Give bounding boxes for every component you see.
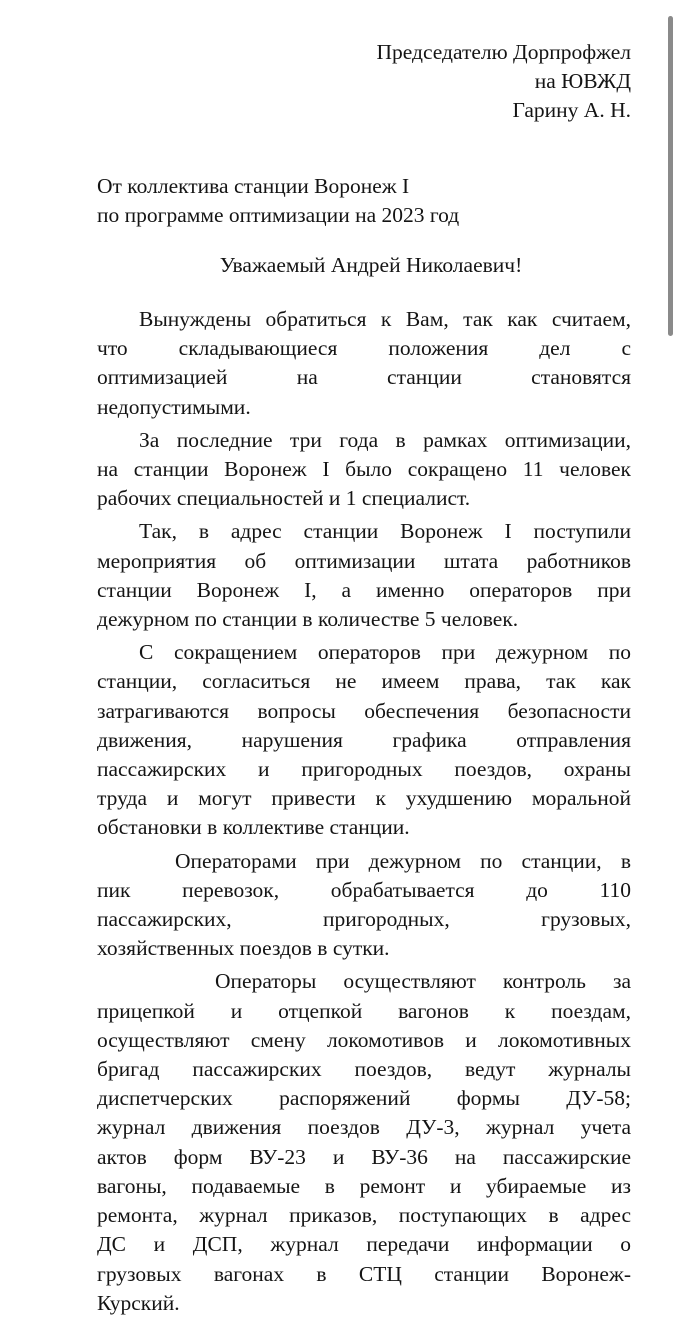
addressee-line: на ЮВЖД (534, 69, 631, 93)
paragraph-line: мероприятия об оптимизации штата работников (97, 548, 631, 573)
paragraph-line: пик перевозок, обрабатывается до 110 (97, 877, 631, 902)
sender-block (97, 172, 459, 230)
paragraph (97, 426, 631, 514)
paragraph (97, 305, 631, 422)
paragraph-line: что складывающиеся положения дел с (97, 336, 631, 361)
paragraph-line: движения, нарушения графика отправления (97, 727, 631, 752)
paragraph-line: Операторами при дежурном по станции, в (175, 848, 631, 873)
sender-line: От коллектива станции Воронеж I (97, 174, 410, 198)
letter-body (97, 305, 631, 1318)
paragraph-line: труда и могут привести к ухудшению моральной (97, 786, 631, 811)
paragraph-line: бригад пассажирских поездов, ведут журналы (97, 1057, 631, 1082)
paragraph-line: рабочих специальностей и 1 специалист. (97, 486, 471, 511)
addressee-line: Председателю Дорпрофжел (376, 40, 631, 64)
paragraph-line: Курский. (97, 1290, 180, 1315)
paragraph-line: обстановки в коллективе станции. (97, 815, 410, 840)
paragraph-line: Вынуждены обратиться к Вам, так как считаем, (139, 307, 631, 331)
paragraph-line: ремонта, журнал приказов, поступающих в адрес (97, 1203, 631, 1228)
paragraph-line: ДС и ДСП, журнал передачи информации о (97, 1232, 631, 1257)
vertical-scrollbar[interactable] (668, 16, 673, 336)
paragraph-line: Операторы осуществляют контроль за (215, 969, 631, 994)
paragraph-line: прицепкой и отцепкой вагонов к поездам, (97, 998, 631, 1023)
paragraph-line: дежурном по станции в количестве 5 человек. (97, 607, 519, 632)
sender-line: по программе оптимизации на 2023 год (97, 203, 460, 227)
paragraph-line: хозяйственных поездов в сутки. (97, 936, 390, 961)
paragraph (97, 517, 631, 634)
paragraph-line: станции, согласиться не имеем права, так как (97, 669, 631, 694)
paragraph-line: грузовых вагонах в СТЦ станции Воронеж- (97, 1261, 631, 1286)
paragraph-line: станции Воронеж I, а именно операторов при (97, 577, 631, 602)
paragraph-line: вагоны, подаваемые в ремонт и убираемые из (97, 1173, 631, 1198)
paragraph-line: затрагиваются вопросы обеспечения безопасности (97, 698, 631, 723)
paragraph (97, 967, 631, 1317)
paragraph-line: пассажирских и пригородных поездов, охраны (97, 757, 631, 782)
paragraph-line: недопустимыми. (97, 394, 251, 419)
paragraph-line: журнал движения поездов ДУ-3, журнал учета (97, 1115, 631, 1140)
paragraph (97, 638, 631, 842)
salutation: Уважаемый Андрей Николаевич! (219, 253, 523, 277)
paragraph-line: актов форм ВУ-23 и ВУ-36 на пассажирские (97, 1144, 631, 1169)
paragraph-line: оптимизацией на станции становятся (97, 365, 631, 390)
paragraph-line: осуществляют смену локомотивов и локомотивных (97, 1027, 631, 1052)
paragraph-line: пассажирских, пригородных, грузовых, (97, 907, 631, 932)
paragraph-line: диспетчерских распоряжений формы ДУ-58; (97, 1086, 631, 1111)
paragraph-line: За последние три года в рамках оптимизации, (139, 427, 631, 452)
paragraph (97, 847, 631, 964)
paragraph-line: на станции Воронеж I было сокращено 11 человек (97, 457, 631, 482)
addressee-line: Гарину А. Н. (512, 98, 631, 122)
paragraph-line: С сокращением операторов при дежурном по (139, 640, 631, 665)
paragraph-line: Так, в адрес станции Воронеж I поступили (139, 519, 631, 544)
addressee-block (376, 38, 631, 125)
